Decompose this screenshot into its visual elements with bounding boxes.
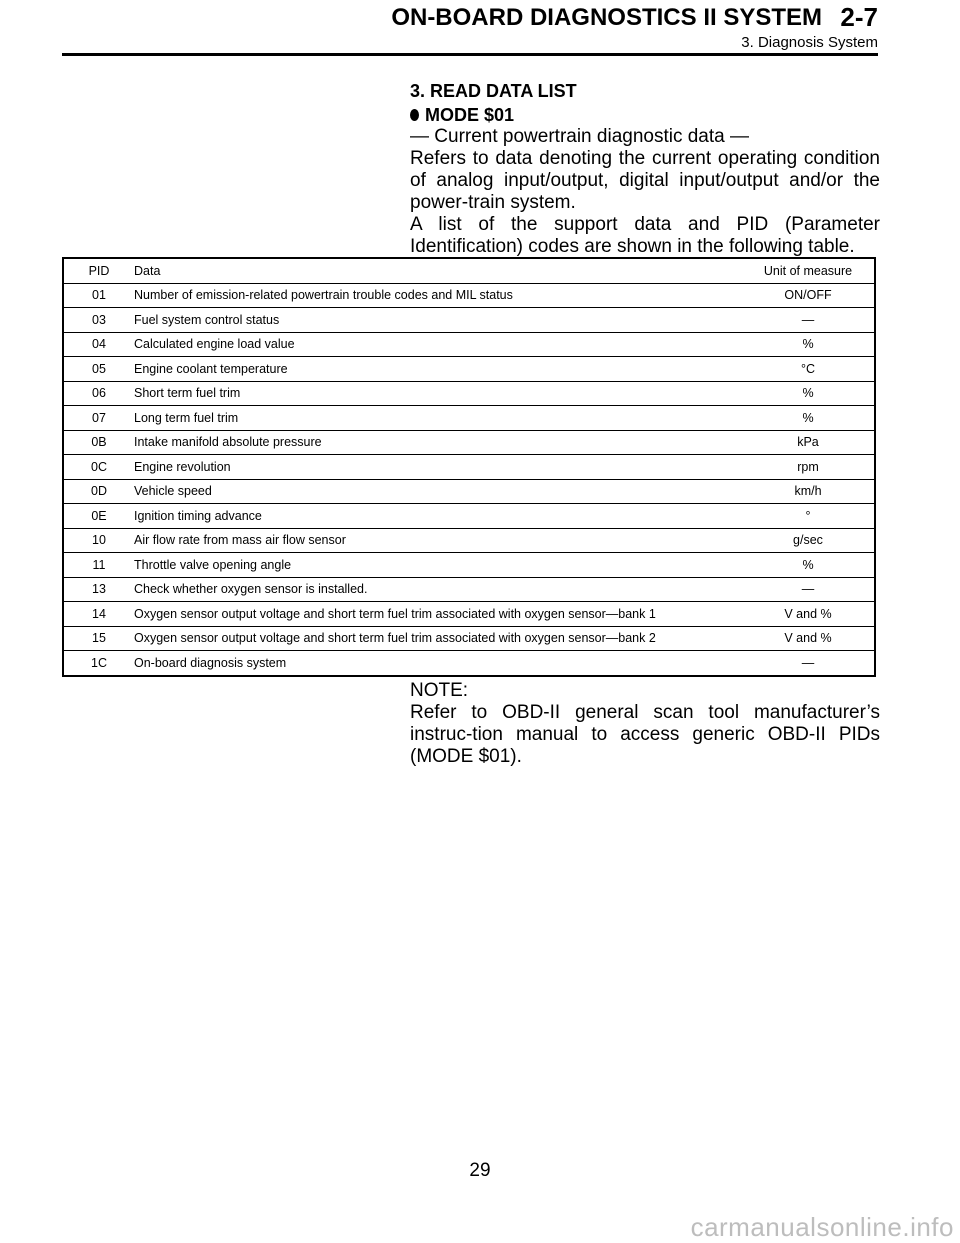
page-header — [0, 0, 960, 60]
section-body — [410, 126, 880, 258]
row-unit: °C — [742, 357, 875, 382]
row-unit: km/h — [742, 479, 875, 504]
row-unit: % — [742, 332, 875, 357]
watermark: carmanualsonline.info — [690, 1212, 954, 1242]
row-data: Check whether oxygen sensor is installed. — [134, 577, 742, 602]
row-pid: 0E — [63, 504, 134, 529]
row-data: Throttle valve opening angle — [134, 553, 742, 578]
row-data: Short term fuel trim — [134, 381, 742, 406]
bullet-icon — [410, 109, 419, 121]
header-section-number: 2-7 — [840, 2, 878, 32]
table-row — [63, 528, 875, 553]
table-row — [63, 357, 875, 382]
row-data: Fuel system control status — [134, 308, 742, 333]
row-pid: 05 — [63, 357, 134, 382]
row-unit: rpm — [742, 455, 875, 480]
table-row — [63, 308, 875, 333]
row-data: Vehicle speed — [134, 479, 742, 504]
table-row — [63, 651, 875, 676]
mode-heading — [410, 104, 880, 126]
row-data: Engine revolution — [134, 455, 742, 480]
section-paragraph-2: A list of the support data and PID (Parameter Identification) codes are shown in the following table. — [410, 214, 880, 257]
header-data: Data — [134, 258, 742, 283]
row-pid: 06 — [63, 381, 134, 406]
row-pid: 15 — [63, 626, 134, 651]
row-data: Engine coolant temperature — [134, 357, 742, 382]
row-data: Ignition timing advance — [134, 504, 742, 529]
row-data: On-board diagnosis system — [134, 651, 742, 676]
table-row — [63, 504, 875, 529]
table-row — [63, 602, 875, 627]
table-row — [63, 626, 875, 651]
row-data: Intake manifold absolute pressure — [134, 430, 742, 455]
note-block — [410, 680, 880, 768]
row-pid: 10 — [63, 528, 134, 553]
row-unit: V and % — [742, 626, 875, 651]
row-pid: 0C — [63, 455, 134, 480]
table-body — [63, 283, 875, 676]
row-pid: 0B — [63, 430, 134, 455]
row-unit: ON/OFF — [742, 283, 875, 308]
row-unit: % — [742, 381, 875, 406]
row-unit: % — [742, 406, 875, 431]
header-pid: PID — [63, 258, 134, 283]
row-data: Oxygen sensor output voltage and short term fuel trim associated with oxygen sensor—bank 1 — [134, 602, 742, 627]
note-text: Refer to OBD-II general scan tool manufacturer’s instruc-tion manual to access generic OBD-II PIDs (MODE $01). — [410, 702, 880, 767]
row-unit: ° — [742, 504, 875, 529]
row-unit: % — [742, 553, 875, 578]
header-divider — [62, 53, 878, 56]
note-label: NOTE: — [410, 680, 469, 701]
row-pid: 0D — [63, 479, 134, 504]
page-number: 29 — [469, 1160, 491, 1181]
row-unit: kPa — [742, 430, 875, 455]
section-subheading: — Current powertrain diagnostic data — — [410, 126, 749, 147]
row-unit: — — [742, 651, 875, 676]
table-row — [63, 430, 875, 455]
table-row — [63, 455, 875, 480]
table-row — [63, 406, 875, 431]
table-row — [63, 479, 875, 504]
row-data: Calculated engine load value — [134, 332, 742, 357]
header-title: ON-BOARD DIAGNOSTICS II SYSTEM — [391, 4, 822, 31]
row-data: Oxygen sensor output voltage and short term fuel trim associated with oxygen sensor—bank 2 — [134, 626, 742, 651]
row-unit: g/sec — [742, 528, 875, 553]
row-unit: V and % — [742, 602, 875, 627]
mode-label: MODE $01 — [425, 105, 515, 125]
table-row — [63, 332, 875, 357]
header-unit: Unit of measure — [742, 258, 875, 283]
row-pid: 04 — [63, 332, 134, 357]
section-paragraph-1: Refers to data denoting the current operating condition of analog input/output, digital input/output and/or the power-train system. — [410, 148, 880, 213]
row-data: Long term fuel trim — [134, 406, 742, 431]
row-pid: 1C — [63, 651, 134, 676]
row-data: Number of emission-related powertrain trouble codes and MIL status — [134, 283, 742, 308]
table-row — [63, 381, 875, 406]
row-data: Air flow rate from mass air flow sensor — [134, 528, 742, 553]
row-pid: 07 — [63, 406, 134, 431]
row-pid: 01 — [63, 283, 134, 308]
pid-data-table — [62, 257, 876, 677]
row-pid: 03 — [63, 308, 134, 333]
row-unit: — — [742, 577, 875, 602]
row-pid: 13 — [63, 577, 134, 602]
row-pid: 14 — [63, 602, 134, 627]
table-row — [63, 577, 875, 602]
row-pid: 11 — [63, 553, 134, 578]
table-row — [63, 283, 875, 308]
section-heading: 3. READ DATA LIST — [410, 81, 577, 101]
table-header-row — [63, 258, 875, 283]
row-unit: — — [742, 308, 875, 333]
table-row — [63, 553, 875, 578]
header-subtitle: 3. Diagnosis System — [741, 34, 878, 51]
